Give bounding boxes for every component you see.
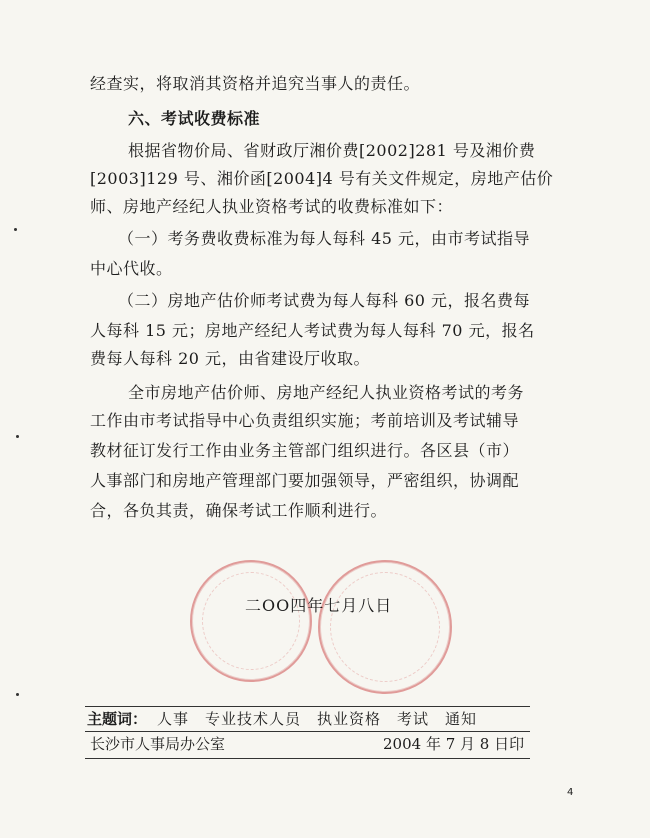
body-line: 费每人每科 20 元，由省建设厅收取。 [90,349,371,368]
keywords-list: 人事 专业技术人员 执业资格 考试 通知 [157,710,478,728]
footer-rule-middle [85,731,530,732]
body-line: 全市房地产估价师、房地产经纪人执业资格考试的考务 [128,383,525,402]
body-line: 人每科 15 元；房地产经纪人考试费为每人每科 70 元，报名 [90,321,535,340]
body-line: 经查实，将取消其资格并追究当事人的责任。 [90,74,421,93]
body-line: 人事部门和房地产管理部门要加强领导，严密组织，协调配 [90,471,520,490]
footer-rule-top [85,706,530,707]
official-seal-left [190,560,312,682]
body-line: 根据省物价局、省财政厅湘价费[2002]281 号及湘价费 [128,141,536,160]
section-heading: 六、考试收费标准 [128,109,261,128]
scan-speck [16,693,19,696]
body-line: 师、房地产经纪人执业资格考试的收费标准如下： [90,197,454,216]
print-date: 2004 年 7 月 8 日印 [383,735,525,753]
official-seal-right [318,560,452,694]
body-line: （一）考务费收费标准为每人每科 45 元，由市考试指导 [118,229,531,248]
body-line: [2003]129 号、湘价函[2004]4 号有关文件规定，房地产估价 [90,169,554,188]
scan-speck [16,435,19,438]
page-number: 4 [567,787,574,798]
body-line: 中心代收。 [90,259,173,278]
body-line: 工作由市考试指导中心负责组织实施；考前培训及考试辅导 [90,411,520,430]
issuing-office: 长沙市人事局办公室 [90,735,226,753]
body-line: 合，各负其责，确保考试工作顺利进行。 [90,501,388,520]
scan-speck [14,228,17,231]
body-line: 教材征订发行工作由业务主管部门组织进行。各区县（市） [90,441,520,460]
keywords-row [87,708,477,730]
footer-rule-bottom [85,758,530,759]
body-line: （二）房地产估价师考试费为每人每科 60 元，报名费每 [118,291,531,310]
signature-date: 二OO四年七月八日 [245,596,393,615]
keywords-label: 主题词： [87,710,148,728]
